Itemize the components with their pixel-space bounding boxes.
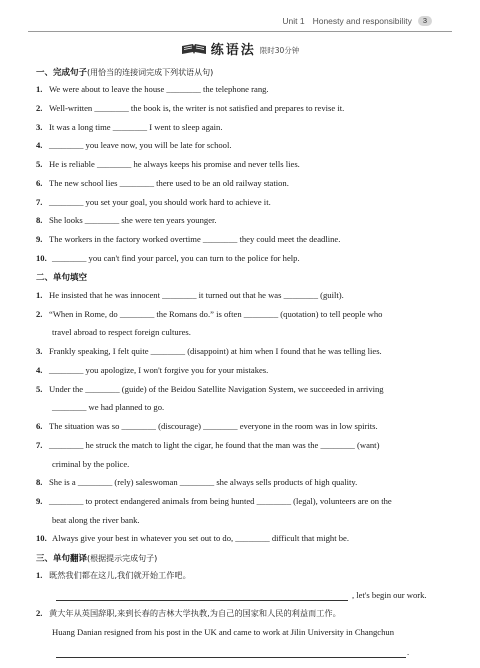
section-title-3: 三、单句翻译(根据提示完成句子) [36, 554, 158, 564]
list-item: 6. The new school lies ________ there used to be an old railway station. [36, 178, 289, 188]
section-note-3: (根据提示完成句子) [87, 554, 158, 563]
list-item-continuation: ________ we had planned to go. [52, 402, 165, 412]
list-item: 1. We were about to leave the house ________ the telephone rang. [36, 84, 269, 94]
list-item: 4. ________ you leave now, you will be late for school. [36, 140, 232, 150]
answer-line[interactable] [56, 657, 406, 658]
list-item: 10. ________ you can't find your parcel, you can turn to the police for help. [36, 253, 300, 263]
list-item-continuation: beat along the river bank. [52, 515, 140, 525]
unit-label: Unit 1 [282, 16, 305, 26]
list-item: 7. ________ he struck the match to light the cigar, he found that the man was the ________ (want) [36, 440, 380, 450]
time-limit: 限时30分钟 [259, 45, 300, 55]
list-item-continuation: Huang Danian resigned from his post in the UK and came to work at Jilin University in Changchun [52, 627, 395, 637]
book-icon [181, 43, 207, 55]
section-title-2: 二、单句填空 [36, 273, 88, 283]
section-banner [0, 39, 480, 58]
answer-line[interactable] [56, 600, 348, 601]
list-item: 5. Under the ________ (guide) of the Beidou Satellite Navigation System, we succeeded in arriving [36, 384, 384, 394]
list-item: 3. It was a long time ________ I went to sleep again. [36, 122, 223, 132]
list-item: 9. The workers in the factory worked overtime ________ they could meet the deadline. [36, 234, 341, 244]
list-item: 2. “When in Rome, do ________ the Romans do.” is often ________ (quotation) to tell people who [36, 309, 383, 319]
unit-title: Honesty and responsibility [312, 16, 412, 26]
banner-title: 练语法 [210, 43, 256, 58]
list-item: 10. Always give your best in whatever you set out to do, ________ difficult that might be. [36, 533, 349, 543]
list-item: 3. Frankly speaking, I felt quite ________ (disappoint) at him when I found that he was telling lies. [36, 346, 382, 356]
list-item-continuation: travel abroad to respect foreign cultures. [52, 327, 191, 337]
header-rule [28, 31, 452, 32]
list-item: 8. She looks ________ she were ten years younger. [36, 215, 217, 225]
section-title-1: 一、完成句子(用恰当的连接词完成下列状语从句) [36, 68, 214, 78]
running-header [282, 14, 432, 28]
answer-tail: , let's begin our work. [352, 590, 427, 600]
list-item: 8. She is a ________ (rely) saleswoman ________ she always sells products of high quality. [36, 477, 358, 487]
list-item: 1. 既然我们都在这儿,我们就开始工作吧。 [36, 570, 191, 580]
list-item: 2. 黄大年从英国辞职,来到长春的吉林大学执教,为自己的国家和人民的利益而工作。 [36, 608, 341, 618]
answer-tail: . [407, 647, 410, 657]
list-item: 9. ________ to protect endangered animals from being hunted ________ (legal), volunteers are on the [36, 496, 392, 506]
section-note-1: (用恰当的连接词完成下列状语从句) [87, 68, 214, 77]
list-item: 7. ________ you set your goal, you should work hard to achieve it. [36, 197, 271, 207]
list-item: 6. The situation was so ________ (discourage) ________ everyone in the room was in low spirits. [36, 421, 378, 431]
list-item: 1. He insisted that he was innocent ________ it turned out that he was ________ (guilt). [36, 290, 344, 300]
list-item: 4. ________ you apologize, I won't forgive you for your mistakes. [36, 365, 269, 375]
page-number: 3 [418, 16, 432, 26]
list-item: 5. He is reliable ________ he always keeps his promise and never tells lies. [36, 159, 300, 169]
list-item-continuation: criminal by the police. [52, 459, 130, 469]
list-item: 2. Well-written ________ the book is, the writer is not satisfied and prepares to revise it. [36, 103, 345, 113]
